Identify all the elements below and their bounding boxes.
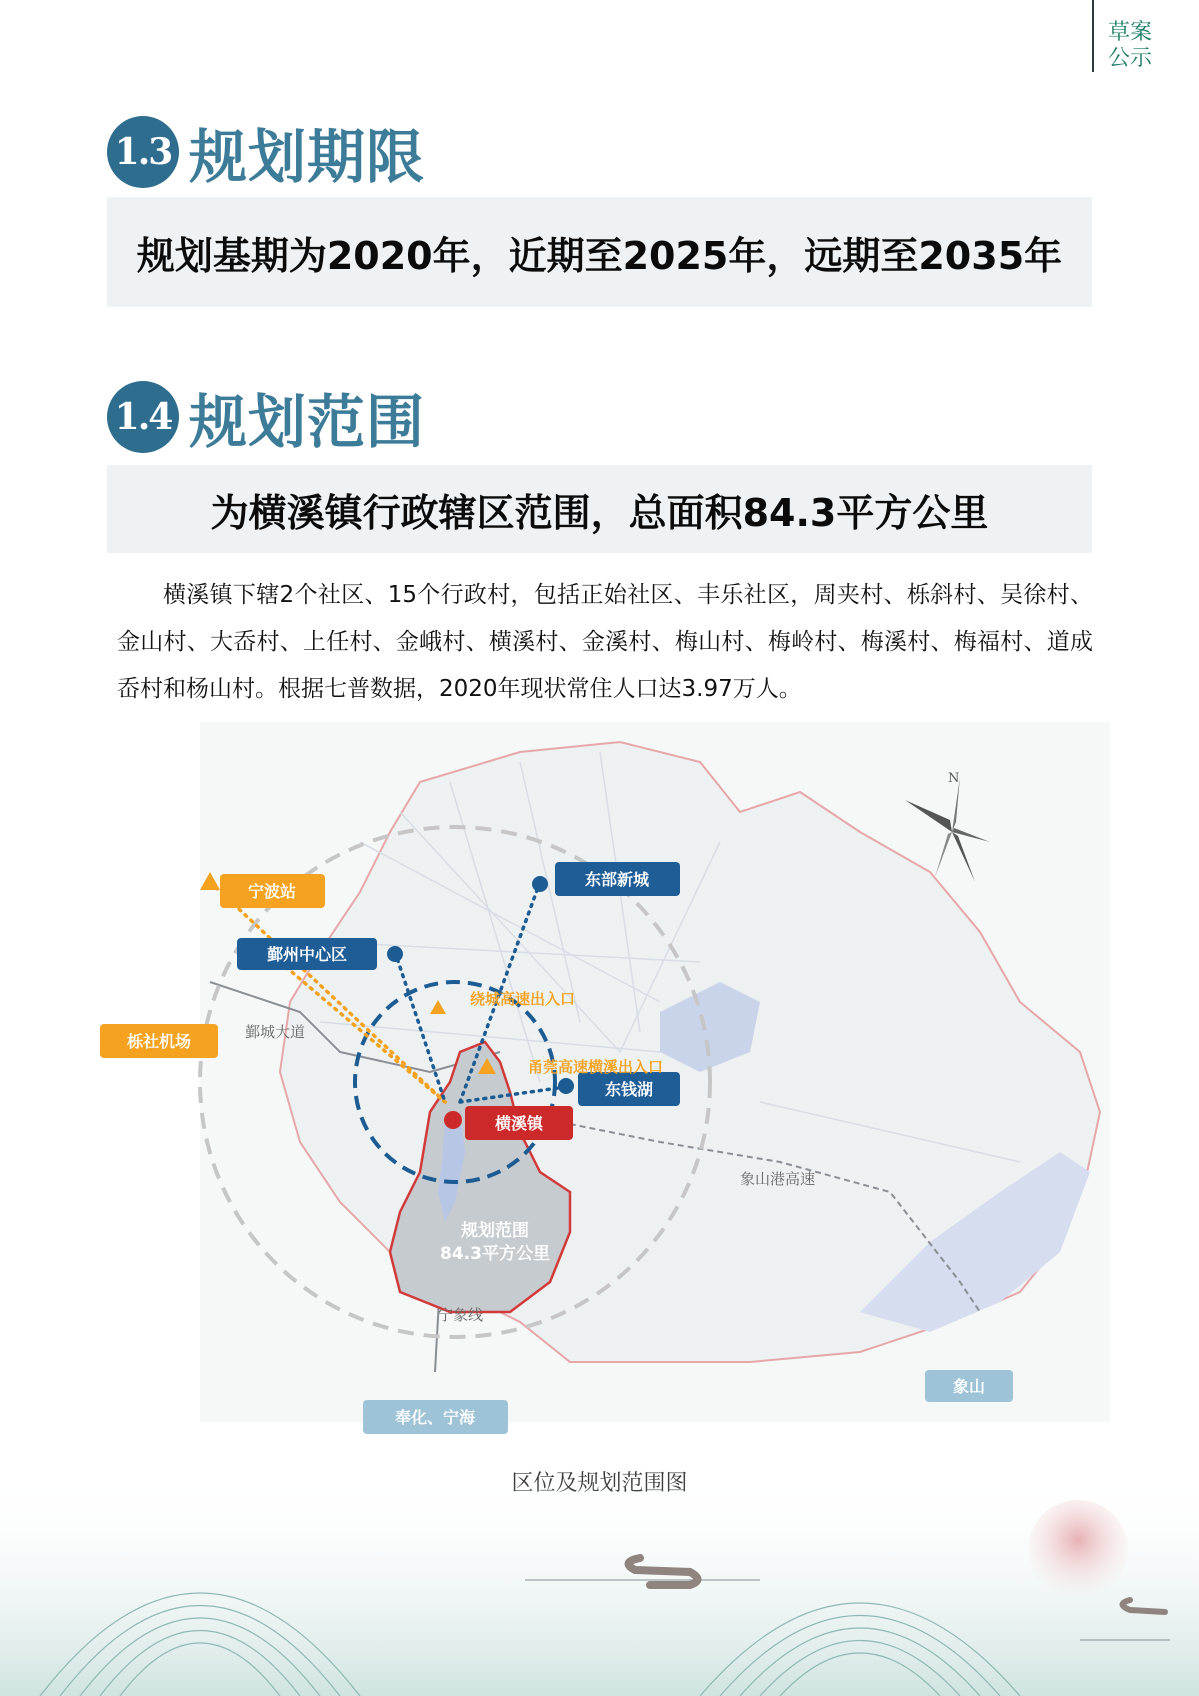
svg-text:鄞州中心区: 鄞州中心区 <box>266 945 348 964</box>
section-1-4-paragraph: 横溪镇下辖2个社区、15个行政村，包括正始社区、丰乐社区，周夹村、栎斜村、吴徐村、金山村、大岙村、上任村、金峨村、横溪村、金溪村、梅山村、梅岭村、梅溪村、梅福村、道成岙村和杨山村。根据七普数据，2020年现状常住人口达3.97万人。 <box>117 582 1093 702</box>
location-map <box>100 722 1110 1442</box>
section-1-3-summary-band <box>107 197 1092 307</box>
footer-decoration <box>0 1470 1199 1696</box>
location-map-svg <box>100 722 1110 1442</box>
svg-text:N: N <box>948 771 960 786</box>
label-ningxiang-line: 宁象线 <box>438 1306 484 1324</box>
tag-fenghua-ninghai <box>363 1400 508 1434</box>
svg-text:横溪镇: 横溪镇 <box>494 1114 544 1133</box>
east-new-city-dot <box>532 876 548 892</box>
label-yincheng-avenue: 鄞城大道 <box>245 1023 306 1041</box>
label-yongtai-expressway-exit: 甬莞高速横溪出入口 <box>528 1058 664 1076</box>
tag-xiangshan <box>925 1370 1013 1402</box>
label-ring-expressway-exit: 绕城高速出入口 <box>470 990 576 1008</box>
label-xiangshan-expressway: 象山港高速 <box>740 1170 816 1188</box>
svg-text:东钱湖: 东钱湖 <box>604 1080 654 1099</box>
section-1-3-heading <box>107 110 425 194</box>
section-1-4-title: 规划范围 <box>189 388 426 456</box>
svg-text:宁波站: 宁波站 <box>247 882 297 901</box>
draft-notice-mark <box>1092 0 1152 72</box>
section-1-3-summary-text: 规划基期为2020年，近期至2025年，远期至2035年 <box>136 233 1063 278</box>
section-1-4-summary-text: 为横溪镇行政辖区范围，总面积84.3平方公里 <box>210 490 989 535</box>
dongqian-lake-dot <box>558 1078 574 1094</box>
draft-notice-line-2: 公示 <box>1108 46 1153 71</box>
svg-text:奉化、宁海: 奉化、宁海 <box>394 1408 476 1427</box>
section-1-4-heading <box>107 375 425 459</box>
label-planning-area-line-1: 规划范围 <box>461 1221 529 1241</box>
label-planning-area-line-2: 84.3平方公里 <box>440 1244 550 1264</box>
hengxi-town-dot <box>444 1111 462 1129</box>
yinzhou-center-dot <box>387 946 403 962</box>
section-1-3-number: 1.3 <box>107 116 179 188</box>
section-1-4-summary-band <box>107 465 1092 553</box>
tag-hengxi-town <box>465 1106 573 1140</box>
tag-yinzhou-center <box>237 938 377 970</box>
svg-text:栎社机场: 栎社机场 <box>126 1032 192 1051</box>
sun-icon <box>1028 1500 1128 1600</box>
svg-text:象山: 象山 <box>952 1377 986 1396</box>
section-1-4-number: 1.4 <box>107 381 179 453</box>
tag-dongqian-lake <box>578 1072 680 1106</box>
tag-ningbo-station <box>220 874 325 908</box>
tag-east-new-city <box>555 862 680 896</box>
draft-notice-line-1: 草案 <box>1108 20 1153 45</box>
svg-text:东部新城: 东部新城 <box>584 870 650 889</box>
section-1-3-title: 规划期限 <box>189 123 426 191</box>
tag-lishe-airport <box>100 1024 218 1058</box>
